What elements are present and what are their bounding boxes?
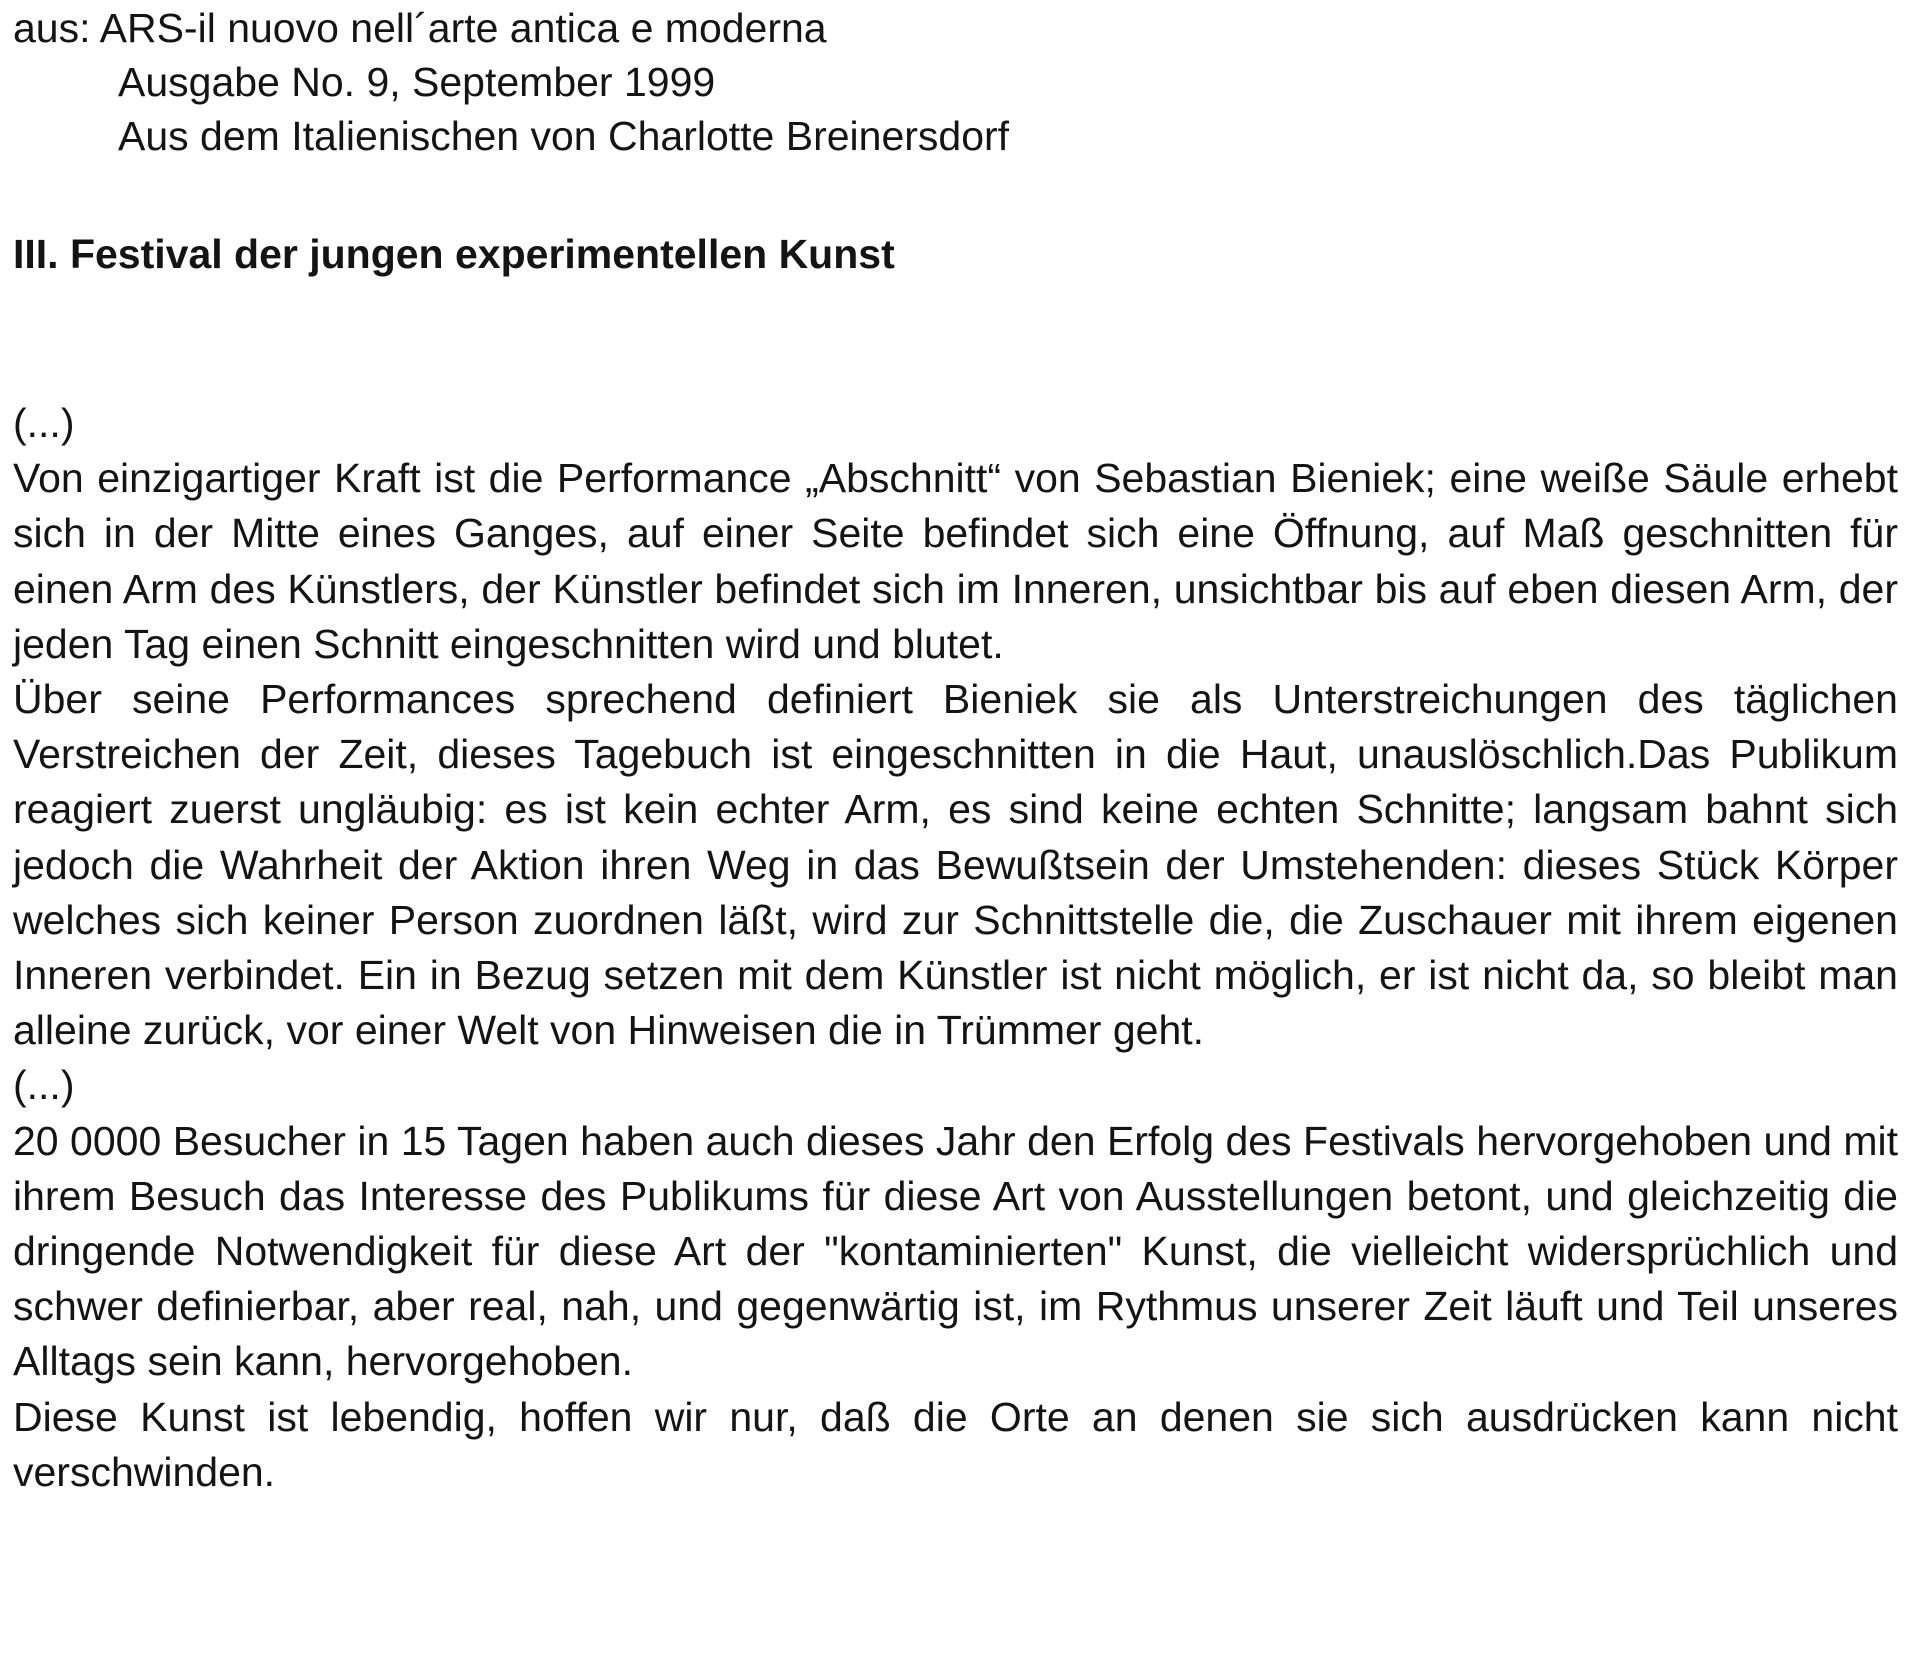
issue-line: Ausgabe No. 9, September 1999 [118, 59, 716, 105]
ellipsis-marker: (...) [13, 400, 75, 446]
ellipsis-marker: (...) [13, 1062, 75, 1109]
document-page [13, 0, 1898, 1661]
translation-line: Aus dem Italienischen von Charlotte Breinersdorf [118, 113, 1010, 159]
article-body [13, 396, 1898, 1500]
paragraph: Von einzigartiger Kraft ist die Performance „Abschnitt“ von Sebastian Bieniek; eine weiße Säule erhebt sich in der Mitte eines Ganges, auf einer Seite befindet sich eine Öffnung, auf Maß geschnitten für einen Arm des Künstlers, der Künstler befindet sich im Inneren, unsichtbar bis auf eben diesen Arm, der jeden Tag einen Schnitt eingeschnitten wird und blutet. [13, 455, 1898, 667]
paragraph: 20 0000 Besucher in 15 Tagen haben auch dieses Jahr den Erfolg des Festivals hervorgehoben und mit ihrem Besuch das Interesse des Publikums für diese Art von Ausstellungen betont, und gleichzeitig die dringende Notwendigkeit für diese Art der "kontaminierten" Kunst, die vielleicht widersprüchlich und schwer definierbar, aber real, nah, und gegenwärtig ist, im Rythmus unserer Zeit läuft und Teil unseres Alltags sein kann, hervorgehoben. [13, 1117, 1898, 1385]
source-line: aus: ARS-il nuovo nell´arte antica e moderna [13, 5, 827, 51]
paragraph: Diese Kunst ist lebendig, hoffen wir nur, daß die Orte an denen sie sich ausdrücken kann nicht verschwinden. [13, 1393, 1898, 1495]
article-title: III. Festival der jungen experimentellen Kunst [13, 231, 895, 277]
paragraph: Über seine Performances sprechend definiert Bieniek sie als Unterstreichungen des täglichen Verstreichen der Zeit, dieses Tagebuch ist eingeschnitten in die Haut, unauslöschlich.Das Publikum reagiert zuerst ungläubig: es ist kein echter Arm, es sind keine echten Schnitte; langsam bahnt sich jedoch die Wahrheit der Aktion ihren Weg in das Bewußtsein der Umstehenden: dieses Stück Körper welches sich keiner Person zuordnen läßt, wird zur Schnittstelle die, die Zuschauer mit ihrem eigenen Inneren verbindet. Ein in Bezug setzen mit dem Künstler ist nicht möglich, er ist nicht da, so bleibt man alleine zurück, vor einer Welt von Hinweisen die in Trümmer geht. [13, 676, 1898, 1054]
